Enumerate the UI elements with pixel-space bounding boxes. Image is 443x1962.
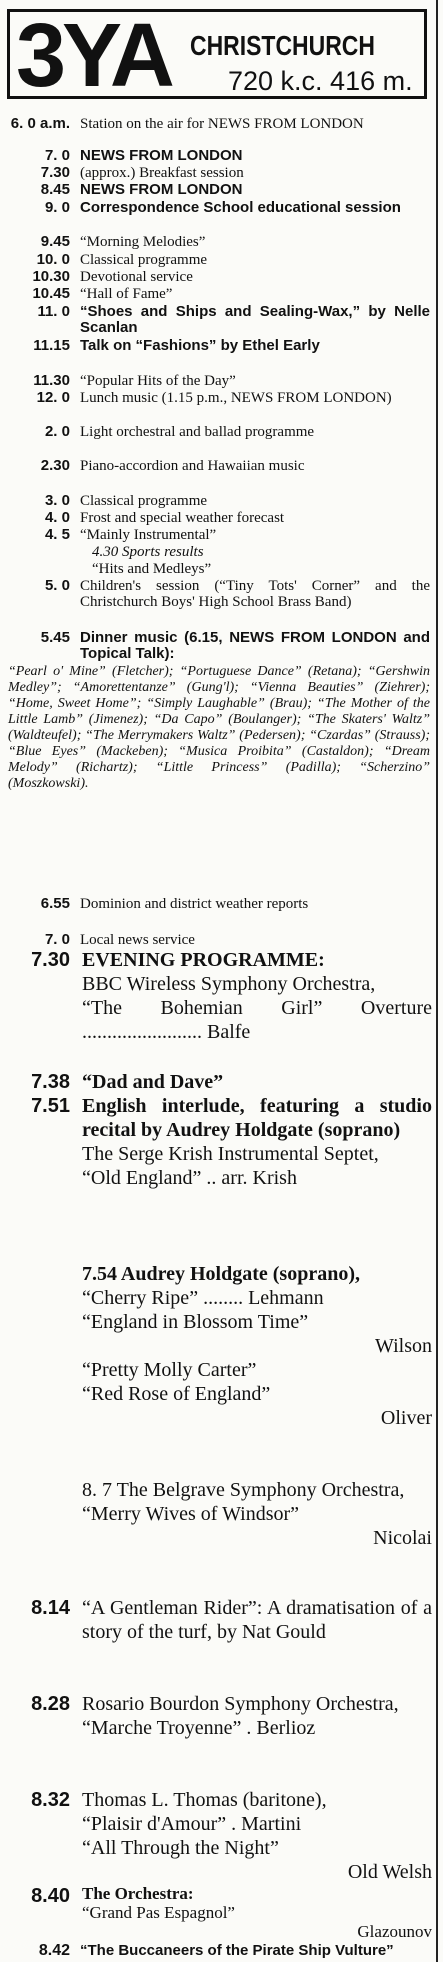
evening-text — [82, 1478, 432, 1550]
station-city: CHRISTCHURCH — [190, 30, 375, 61]
listing-subtext: “Hits and Medleys” — [92, 561, 212, 577]
evening-time: 7.30 — [31, 949, 70, 971]
evening-line: “England in Blossom Time” — [82, 1311, 309, 1333]
station-frequency: 720 k.c. 416 m. — [228, 66, 413, 96]
evening-line: “Red Rose of England” — [82, 1383, 271, 1405]
listing-time: 2. 0 — [44, 423, 70, 440]
listing-time: 5. 0 — [44, 577, 70, 594]
listing-time: 9. 0 — [44, 199, 70, 216]
listing-time: 2.30 — [40, 457, 70, 474]
evening-line: The Serge Krish Instrumental Septet, — [82, 1143, 379, 1165]
evening-line: 8. 7 The Belgrave Symphony Orchestra, — [82, 1479, 405, 1501]
listing-text: Frost and special weather forecast — [80, 510, 285, 526]
listing-text: Correspondence School educational session — [80, 199, 401, 216]
evening-time: 8.14 — [31, 1597, 70, 1619]
listing-time: 9.45 — [40, 233, 70, 250]
evening-line: Old Welsh — [347, 1861, 432, 1883]
dinner-music-list: “Pearl o' Mine” (Fletcher); “Portuguese Dance” (Retana); “Gershwin Medley”; “Amorettentanze” (Gung'l); “Vienna Beauties” (Ziehrer); “Home, Sweet Home”; “Simply Laughable” (Brau); “The Mother of the Little Lamb” (Jimenez); “Da Capo” (Boulanger); “The Skaters' Waltz” (Waldteufel); “The Merrymakers Waltz” (Pedersen); “Czardas” (Strauss); “Blue Eyes” (Mackeben); “Musica Proibita” (Castaldon); “Dream Melody” (Richartz); “Little Princess” (Padilla); “Scherzino” (Moszkowski). — [8, 664, 430, 791]
listing-text: “Morning Melodies” — [80, 234, 206, 250]
listing-time: 10.30 — [32, 268, 70, 285]
evening-line: “All Through the Night” — [82, 1837, 279, 1859]
evening-text — [80, 1942, 430, 1960]
evening-line: “Merry Wives of Windsor” — [82, 1503, 300, 1525]
evening-line: Nicolai — [373, 1527, 432, 1549]
listing-text: Lunch music (1.15 p.m., NEWS FROM LONDON) — [80, 390, 392, 406]
evening-line: “Marche Troyenne” . Berlioz — [82, 1717, 316, 1739]
station-header — [7, 6, 427, 106]
evening-line: 7.54 Audrey Holdgate (soprano), — [82, 1263, 360, 1285]
evening-line: “Cherry Ripe” ........ Lehmann — [82, 1287, 324, 1309]
listing-time: 10. 0 — [36, 251, 70, 268]
column-rule — [436, 0, 438, 1962]
listing-text: “Popular Hits of the Day” — [80, 373, 236, 389]
evening-line: Rosario Bourdon Symphony Orchestra, — [82, 1693, 399, 1715]
evening-line: “Grand Pas Espagnol” — [82, 1903, 235, 1922]
listing-text: Piano-accordion and Hawaiian music — [80, 458, 305, 474]
listing-text: Children's session (“Tiny Tots' Corner” and the Christchurch Boys' High School Brass Band) — [80, 578, 430, 610]
evening-text — [82, 1884, 432, 1941]
evening-time: 8.28 — [31, 1693, 70, 1715]
station-logo: 3YA — [16, 6, 171, 106]
evening-heading: EVENING PROGRAMME: — [82, 949, 325, 971]
listing-text: Station on the air for NEWS FROM LONDON — [80, 116, 364, 132]
listing-time: 6.55 — [40, 895, 70, 912]
evening-time: 7.51 — [31, 1095, 70, 1117]
evening-line: “Dad and Dave” — [82, 1071, 224, 1093]
evening-line: “The Buccaneers of the Pirate Ship Vulture” — [80, 1942, 394, 1959]
listing-text: Talk on “Fashions” by Ethel Early — [80, 337, 320, 354]
listing-time: 8.45 — [40, 181, 70, 198]
listing-text: NEWS FROM LONDON — [80, 147, 243, 164]
listing-time: 7. 0 — [44, 931, 70, 948]
evening-line: “A Gentleman Rider”: A dramatisation of a story of the turf, by Nat Gould — [82, 1597, 432, 1643]
evening-time: 7.38 — [31, 1071, 70, 1093]
listing-time: 11.15 — [33, 337, 70, 354]
evening-line: Thomas L. Thomas (baritone), — [82, 1789, 327, 1811]
listing-text: “Shoes and Ships and Sealing-Wax,” by Nelle Scanlan — [80, 303, 430, 336]
evening-time: 8.32 — [31, 1789, 70, 1811]
evening-text — [82, 1262, 432, 1430]
evening-line: Wilson — [375, 1335, 432, 1357]
listing-text: Dominion and district weather reports — [80, 896, 309, 912]
evening-text — [82, 948, 432, 1044]
evening-line: BBC Wireless Symphony Orchestra, — [82, 973, 376, 995]
evening-text — [82, 1094, 432, 1190]
evening-text — [82, 1692, 432, 1740]
evening-line: Oliver — [380, 1407, 432, 1429]
evening-line: “Old England” .. arr. Krish — [82, 1167, 297, 1189]
listing-text: “Mainly Instrumental” — [80, 527, 217, 543]
evening-line: Glazounov — [357, 1922, 432, 1941]
evening-text — [82, 1070, 432, 1094]
listing-time: 10.45 — [32, 285, 70, 302]
listing-text: Devotional service — [80, 269, 193, 285]
listing-text: Classical programme — [80, 252, 208, 268]
evening-time: 8.40 — [31, 1885, 70, 1907]
listing-text: Classical programme — [80, 493, 208, 509]
listing-subtext: 4.30 Sports results — [92, 544, 204, 560]
listing-time: 11. 0 — [37, 303, 70, 320]
listing-time: 11.30 — [33, 372, 70, 389]
evening-time: 8.42 — [38, 1942, 70, 1959]
evening-line: “The Bohemian Girl” Overture ........................ Balfe — [82, 997, 432, 1043]
evening-line: The Orchestra: — [82, 1884, 194, 1903]
listing-text: Dinner music (6.15, NEWS FROM LONDON and Topical Talk): — [80, 629, 430, 662]
listing-text: (approx.) Breakfast session — [80, 165, 244, 181]
listing-time: 7.30 — [40, 164, 70, 181]
listing-text: Local news service — [80, 932, 195, 948]
evening-text — [82, 1788, 432, 1884]
evening-line: “Pretty Molly Carter” — [82, 1359, 257, 1381]
listing-time: 12. 0 — [36, 389, 70, 406]
listing-time: 4. 0 — [44, 509, 70, 526]
listing-time: 7. 0 — [44, 147, 70, 164]
listing-time: 4. 5 — [44, 526, 70, 543]
listing-text: Light orchestral and ballad programme — [80, 424, 315, 440]
listing-text: NEWS FROM LONDON — [80, 181, 243, 198]
evening-line: English interlude, featuring a studio recital by Audrey Holdgate (soprano) — [82, 1095, 432, 1141]
listing-time: 5.45 — [40, 629, 70, 646]
listing-text: “Hall of Fame” — [80, 286, 173, 302]
evening-text — [82, 1596, 432, 1644]
listing-time: 3. 0 — [44, 492, 70, 509]
evening-line: “Plaisir d'Amour” . Martini — [82, 1813, 302, 1835]
listing-time: 6. 0 a.m. — [10, 115, 70, 132]
